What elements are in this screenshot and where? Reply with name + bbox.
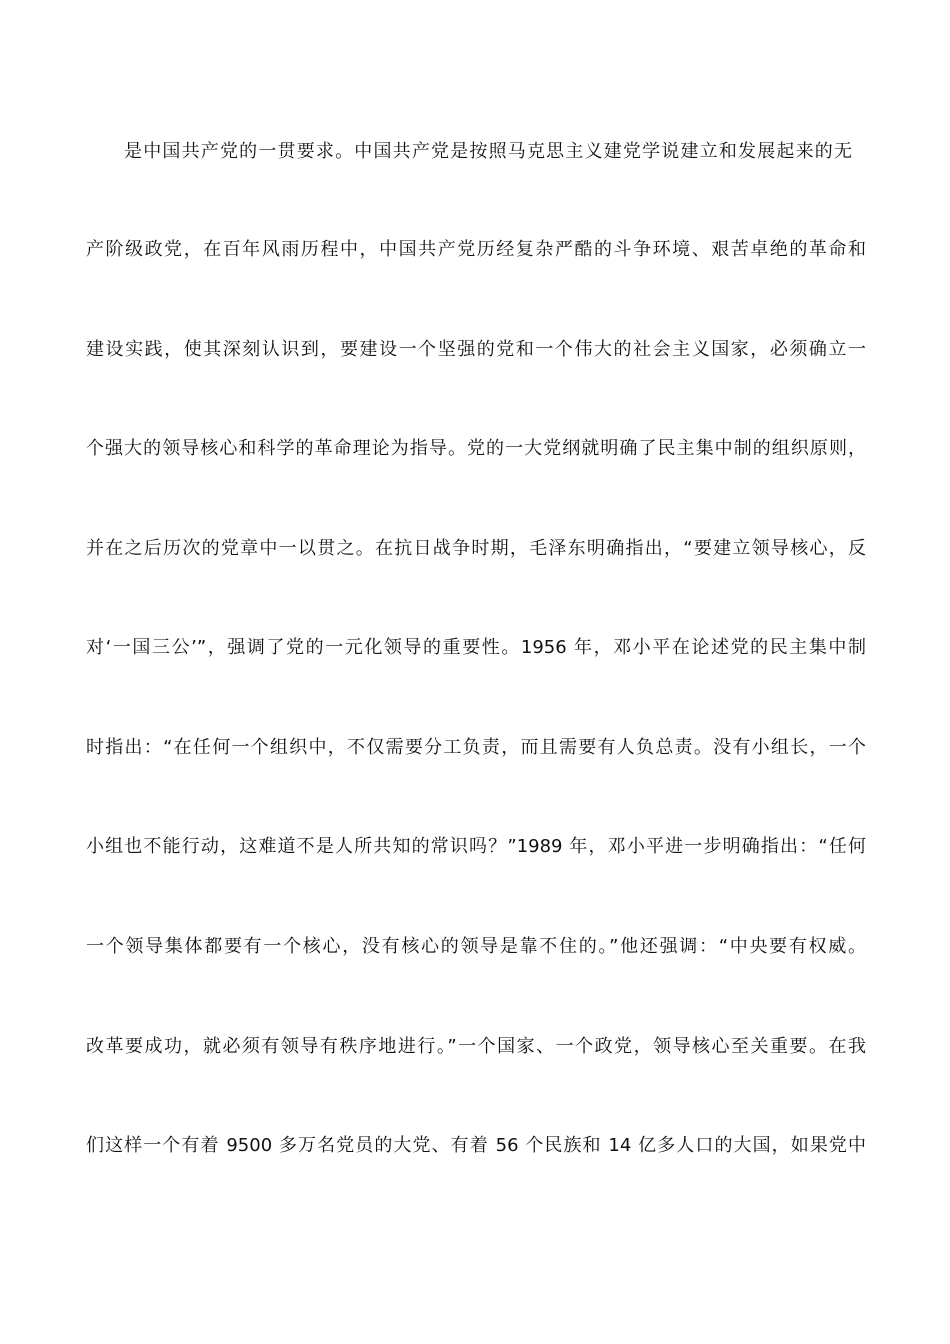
paragraph-line-8: 小组也不能行动，这难道不是人所共知的常识吗？”1989 年，邓小平进一步明确指出：“任何 [86, 836, 866, 857]
paragraph-line-7: 时指出：“在任何一个组织中，不仅需要分工负责，而且需要有人负总责。没有小组长，一个 [86, 737, 866, 758]
paragraph-line-4: 个强大的领导核心和科学的革命理论为指导。党的一大党纲就明确了民主集中制的组织原则， [86, 438, 866, 459]
paragraph-line-3: 建设实践，使其深刻认识到，要建设一个坚强的党和一个伟大的社会主义国家，必须确立一 [86, 339, 866, 360]
paragraph-line-10: 改革要成功，就必须有领导有秩序地进行。”一个国家、一个政党，领导核心至关重要。在我 [86, 1036, 866, 1057]
paragraph-line-1: 是中国共产党的一贯要求。中国共产党是按照马克思主义建党学说建立和发展起来的无 [124, 141, 852, 162]
paragraph-line-6: 对‘一国三公’”，强调了党的一元化领导的重要性。1956 年，邓小平在论述党的民主集中制 [86, 637, 866, 658]
paragraph-line-11: 们这样一个有着 9500 多万名党员的大党、有着 56 个民族和 14 亿多人口的大国，如果党中 [86, 1135, 866, 1156]
paragraph-line-5: 并在之后历次的党章中一以贯之。在抗日战争时期，毛泽东明确指出，“要建立领导核心，反 [86, 538, 866, 559]
paragraph-line-9: 一个领导集体都要有一个核心，没有核心的领导是靠不住的。”他还强调：“中央要有权威。 [86, 936, 866, 957]
paragraph-line-2: 产阶级政党，在百年风雨历程中，中国共产党历经复杂严酷的斗争环境、艰苦卓绝的革命和 [86, 239, 866, 260]
